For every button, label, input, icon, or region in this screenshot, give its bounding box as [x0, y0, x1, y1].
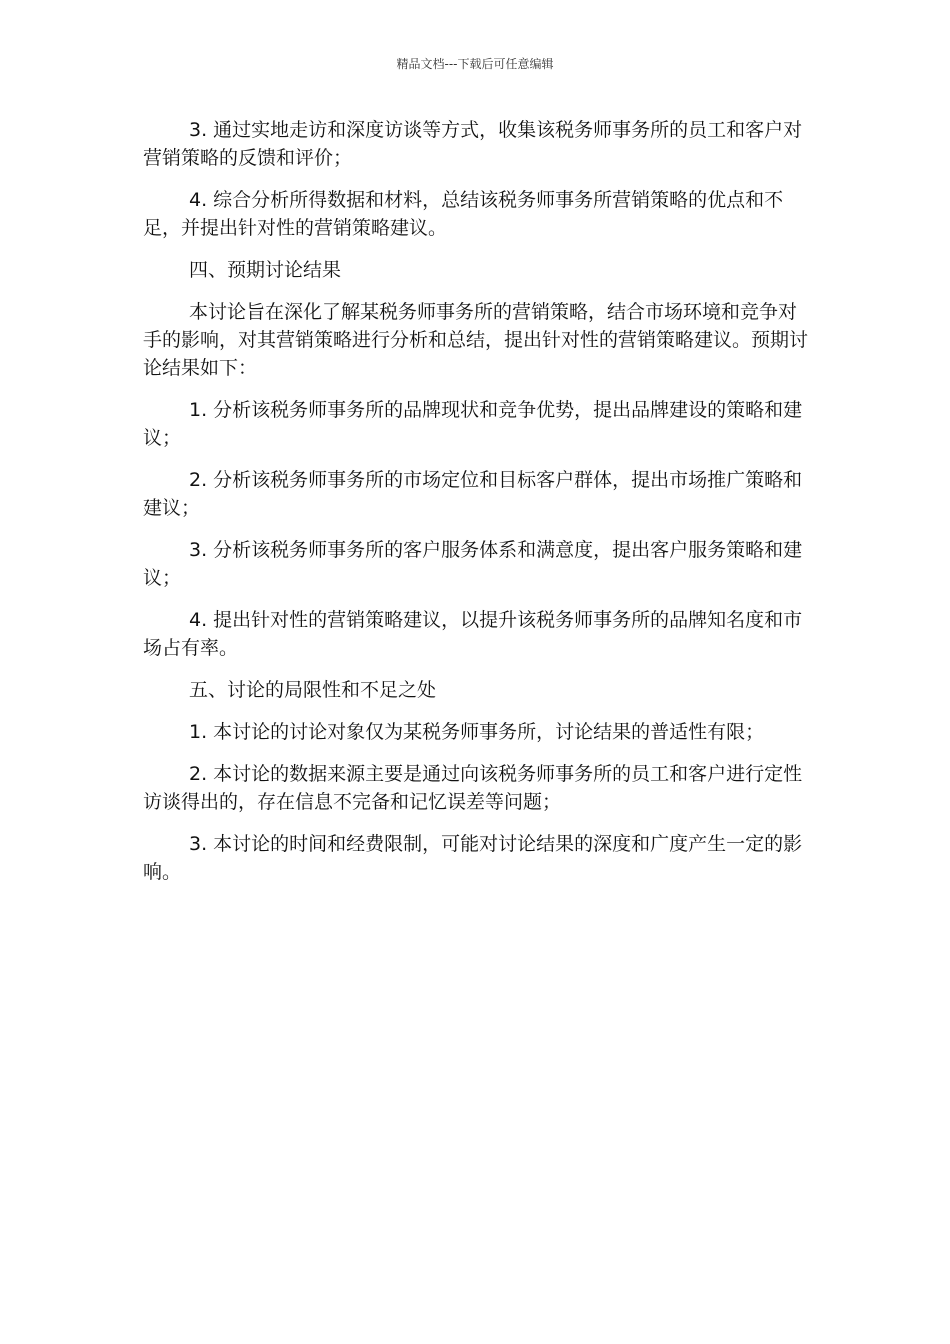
section-heading: 五、讨论的局限性和不足之处: [189, 679, 437, 701]
list-item: 4. 提出针对性的营销策略建议，以提升该税务师事务所的品牌知名度和市场占有率。: [143, 609, 803, 659]
list-item: 1. 本讨论的讨论对象仅为某税务师事务所，讨论结果的普适性有限；: [189, 721, 765, 743]
section-heading: 四、预期讨论结果: [189, 259, 342, 281]
list-item: 3. 通过实地走访和深度访谈等方式，收集该税务师事务所的员工和客户对营销策略的反馈和评价；: [143, 119, 803, 169]
list-item: 2. 本讨论的数据来源主要是通过向该税务师事务所的员工和客户进行定性访谈得出的，存在信息不完备和记忆误差等问题；: [143, 763, 803, 813]
list-item: 4. 综合分析所得数据和材料，总结该税务师事务所营销策略的优点和不足，并提出针对性的营销策略建议。: [143, 189, 784, 239]
list-item: 3. 分析该税务师事务所的客户服务体系和满意度，提出客户服务策略和建议；: [143, 539, 803, 589]
document-body: [143, 116, 815, 900]
page-header: 精品文档---下载后可任意编辑: [396, 57, 554, 71]
body-paragraph: 本讨论旨在深化了解某税务师事务所的营销策略，结合市场环境和竞争对手的影响，对其营销策略进行分析和总结，提出针对性的营销策略建议。预期讨论结果如下：: [143, 301, 809, 379]
list-item: 3. 本讨论的时间和经费限制，可能对讨论结果的深度和广度产生一定的影响。: [143, 833, 803, 883]
list-item: 1. 分析该税务师事务所的品牌现状和竞争优势，提出品牌建设的策略和建议；: [143, 399, 803, 449]
list-item: 2. 分析该税务师事务所的市场定位和目标客户群体，提出市场推广策略和建议；: [143, 469, 803, 519]
